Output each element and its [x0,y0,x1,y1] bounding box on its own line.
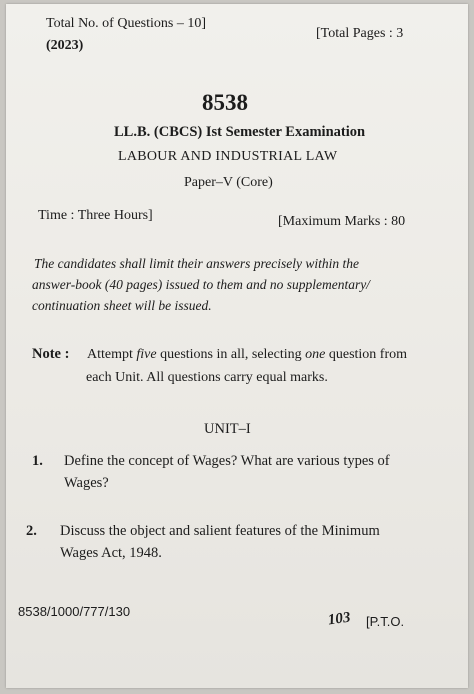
maximum-marks: [Maximum Marks : 80 [278,214,406,229]
unit-heading: UNIT–I [204,421,251,437]
total-questions: Total No. of Questions – 10] [46,16,207,31]
handwritten-mark: 103 [326,609,352,629]
pto-label: [P.T.O. [366,614,405,629]
time-allowed: Time : Three Hours] [38,208,153,223]
question-2-line-1: Discuss the object and salient features of the Minimum [60,523,380,539]
question-2-line-2: Wages Act, 1948. [60,545,162,561]
subject-title: LABOUR AND INDUSTRIAL LAW [118,149,338,164]
paper-code: 8538 [202,90,248,115]
instruction-line-3: continuation sheet will be issued. [32,298,212,313]
question-1-line-1: Define the concept of Wages? What are various types of [64,453,390,469]
note-line-1: Attempt five questions in all, selecting one question from [87,347,408,362]
question-1-line-2: Wages? [64,475,109,491]
question-1-number: 1. [32,453,43,469]
exam-paper-sheet [6,4,468,688]
question-2-number: 2. [26,523,37,539]
exam-year: (2023) [46,38,84,53]
instruction-line-1: The candidates shall limit their answers precisely within the [34,256,359,271]
total-pages: [Total Pages : 3 [316,26,404,41]
instruction-line-2: answer-book (40 pages) issued to them and no supplementary/ [32,277,370,292]
footer-code: 8538/1000/777/130 [18,604,131,619]
exam-title: LL.B. (CBCS) Ist Semester Examination [114,124,366,140]
paper-name: Paper–V (Core) [184,175,273,190]
note-line-2: each Unit. All questions carry equal marks. [86,370,328,385]
note-label: Note : [32,346,70,362]
